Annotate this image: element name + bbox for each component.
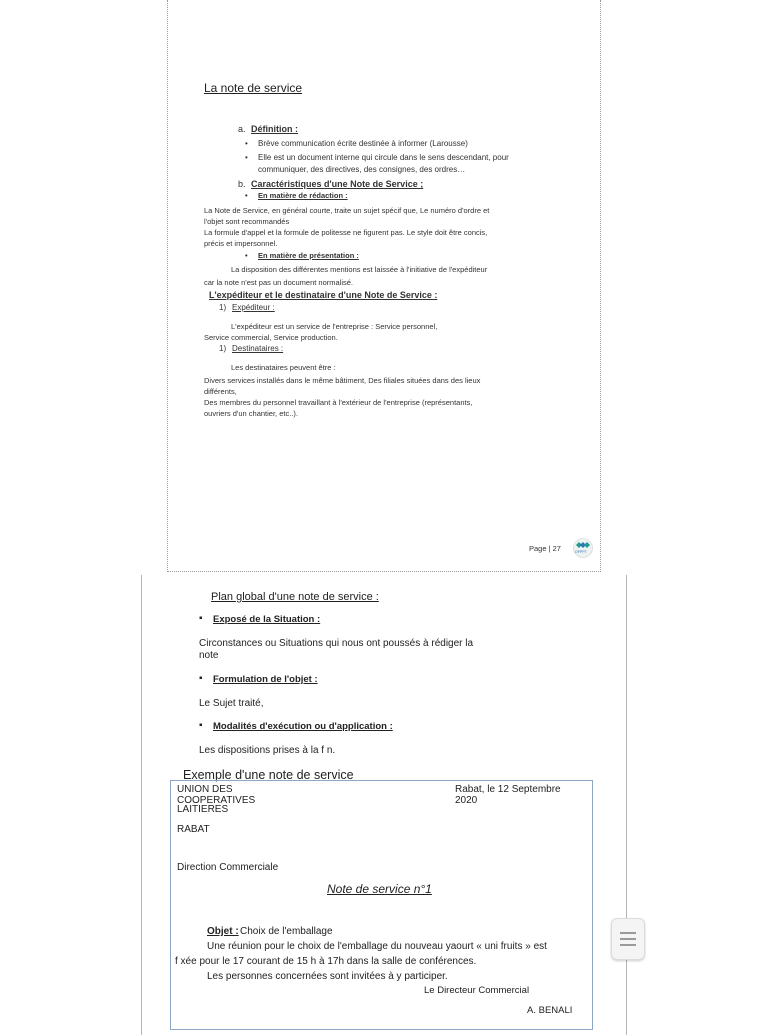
- objet-text: Choix de l'emballage: [240, 926, 333, 937]
- expediteur-line-2: Service commercial, Service production.: [204, 333, 338, 342]
- plan-item-3-title: ▪ Modalités d'exécution ou d'application :: [213, 720, 393, 733]
- destinataires-line-4: Des membres du personnel travaillant à l'extérieur de l'entreprise (représentants,: [204, 398, 473, 407]
- redaction-line-3: La formule d'appel et la formule de politesse ne figurent pas. Le style doit être concis,: [204, 228, 488, 237]
- definition-bullet-1: • Brève communication écrite destinée à informer (Larousse): [258, 138, 468, 149]
- org-city: RABAT: [177, 824, 210, 835]
- redaction-title: • En matière de rédaction :: [258, 190, 348, 201]
- destinataires-line-2: Divers services installés dans le même bâtiment, Des filiales situées dans des lieux: [204, 376, 481, 385]
- page-number: Page | 27: [529, 544, 561, 553]
- destinataires-title: Destinataires :: [232, 344, 284, 353]
- definition-bullet-2-cont: communiquer, des directives, des consignes, des ordres…: [258, 165, 466, 174]
- plan-item-1-text-l2: note: [199, 650, 219, 661]
- plan-item-2-title: ▪ Formulation de l'objet :: [213, 673, 318, 686]
- presentation-line-1: La disposition des différentes mentions est laissée à l'initiative de l'expéditeur: [231, 265, 488, 274]
- plan-item-3-text: Les dispositions prises à la f n.: [199, 745, 336, 756]
- destinataires-line-1: Les destinataires peuvent être :: [231, 363, 336, 372]
- destinataires-line-3: différents,: [204, 387, 237, 396]
- destinataires-marker: 1): [219, 344, 227, 353]
- ofppt-logo: [572, 538, 594, 558]
- ofppt-logo-text: OFPPT: [575, 550, 587, 554]
- presentation-line-2: car la note n'est pas un document normalisé.: [204, 278, 354, 287]
- org-name-l3: LAITIERES: [177, 804, 229, 815]
- section-a-title: Définition :: [251, 124, 298, 134]
- body-line-2: f xée pour le 17 courant de 15 h à 17h dans la salle de conférences.: [175, 956, 477, 967]
- section-b-marker: b.: [238, 179, 246, 189]
- definition-bullet-2: • Elle est un document interne qui circule dans le sens descendant, pour: [258, 152, 509, 163]
- plan-title: Plan global d'une note de service :: [211, 591, 379, 603]
- section-b-title: Caractéristiques d'une Note de Service ;: [251, 179, 424, 189]
- page-title: La note de service: [204, 81, 303, 95]
- org-name-l2: COOPERATIVES: [177, 795, 256, 806]
- section-a-marker: a.: [238, 124, 246, 134]
- example-note-frame: [170, 780, 593, 1030]
- note-title: Note de service n°1: [327, 882, 432, 896]
- destinataires-line-5: ouvriers d'un chantier, etc..).: [204, 409, 298, 418]
- example-title: Exemple d'une note de service: [183, 768, 354, 782]
- date-line-2: 2020: [455, 795, 478, 806]
- redaction-line-1: La Note de Service, en général courte, traite un sujet spécif que, Le numéro d'ordre et: [204, 206, 490, 215]
- date-line-1: Rabat, le 12 Septembre: [455, 784, 561, 795]
- plan-item-1-text-l1: Circonstances ou Situations qui nous ont poussés à rédiger la: [199, 638, 474, 649]
- body-line-1: Une réunion pour le choix de l'emballage du nouveau yaourt « uni fruits » est: [207, 941, 547, 952]
- redaction-line-2: l'objet sont recommandés: [204, 217, 290, 226]
- org-name-l1: UNION DES: [177, 784, 233, 795]
- presentation-title: • En matière de présentation :: [258, 250, 359, 261]
- objet-label: Objet :: [207, 926, 239, 937]
- plan-item-2-text: Le Sujet traité,: [199, 698, 264, 709]
- plan-item-1-title: ▪ Exposé de la Situation :: [213, 613, 320, 626]
- body-line-3: Les personnes concernées sont invitées à y participer.: [207, 971, 448, 982]
- signature-name: A. BENALI: [527, 1005, 573, 1016]
- scroll-handle-button[interactable]: [611, 918, 645, 960]
- expediteur-marker: 1): [219, 303, 227, 312]
- direction: Direction Commerciale: [177, 862, 279, 873]
- expediteur-line-1: L'expéditeur est un service de l'entreprise : Service personnel,: [231, 322, 438, 331]
- expediteur-destinataire-title: L'expéditeur et le destinataire d'une Note de Service :: [209, 290, 438, 300]
- signature-role: Le Directeur Commercial: [424, 985, 530, 996]
- redaction-line-4: précis et impersonnel.: [204, 239, 278, 248]
- expediteur-title: Expéditeur :: [232, 303, 275, 312]
